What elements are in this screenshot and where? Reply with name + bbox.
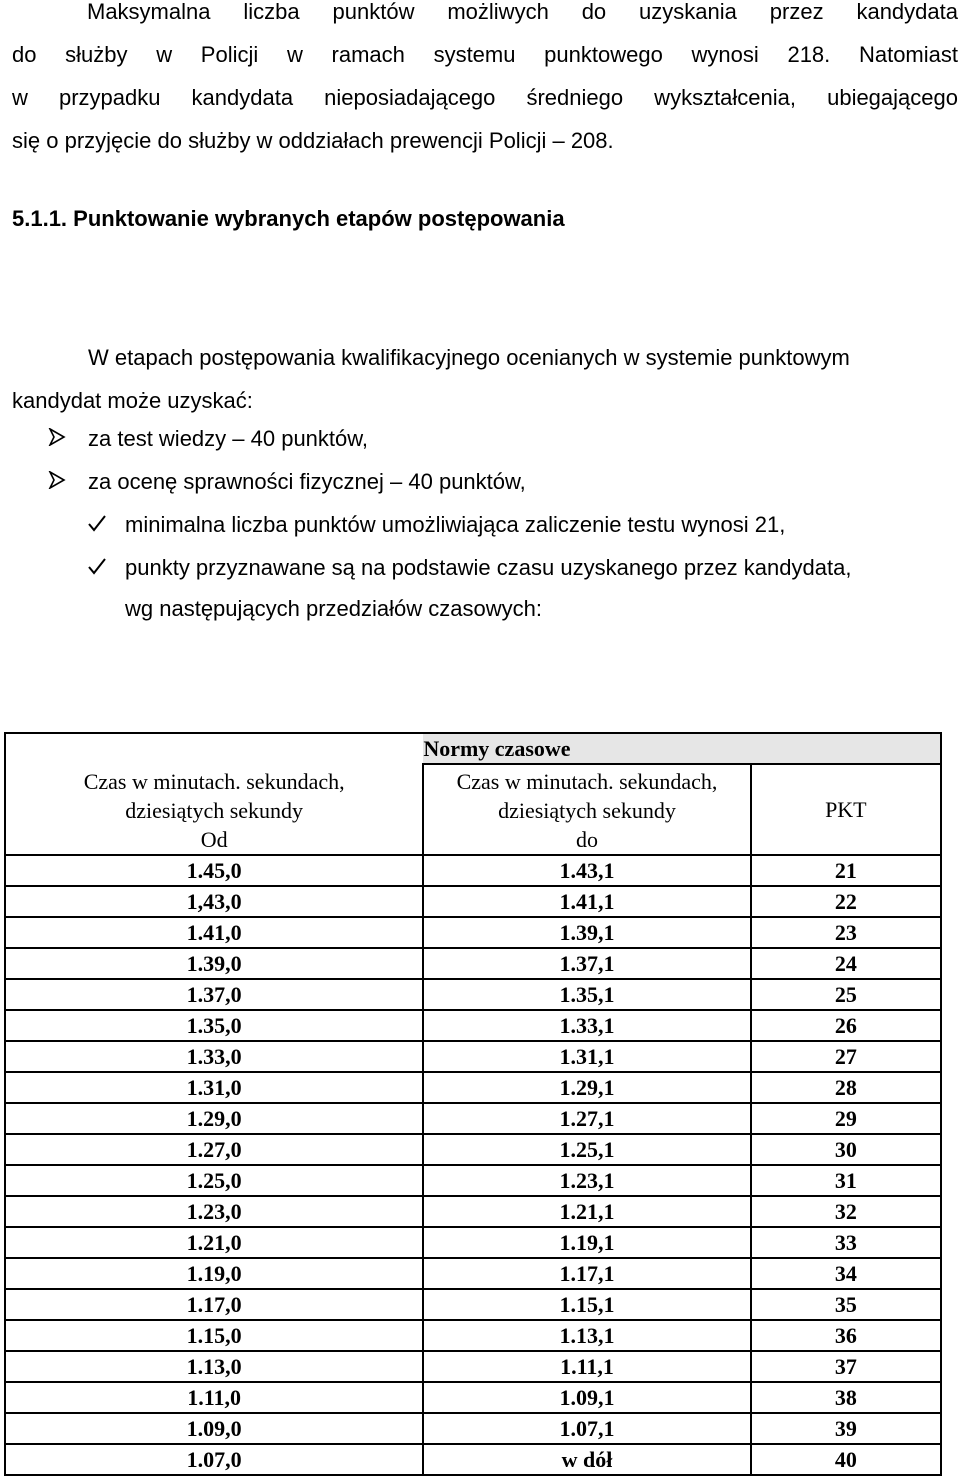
- table-row: [5, 1351, 941, 1382]
- from-cell: 1.35,0: [5, 1010, 423, 1041]
- to-cell: 1.09,1: [423, 1382, 750, 1413]
- table-row: [5, 979, 941, 1010]
- table-row: [5, 855, 941, 886]
- to-cell: 1.13,1: [423, 1320, 750, 1351]
- from-cell: 1.39,0: [5, 948, 423, 979]
- to-cell: 1.23,1: [423, 1165, 750, 1196]
- from-cell: 1.07,0: [5, 1444, 423, 1475]
- points-cell: 26: [751, 1010, 941, 1041]
- header-line: dziesiątych sekundy: [125, 797, 304, 823]
- from-cell: 1.45,0: [5, 855, 423, 886]
- to-cell: 1.15,1: [423, 1289, 750, 1320]
- points-cell: 27: [751, 1041, 941, 1072]
- points-cell: 21: [751, 855, 941, 886]
- from-cell: 1.27,0: [5, 1134, 423, 1165]
- points-cell: 34: [751, 1258, 941, 1289]
- points-cell: 25: [751, 979, 941, 1010]
- from-cell: 1.19,0: [5, 1258, 423, 1289]
- table-body: [5, 855, 941, 1475]
- table-row: [5, 1165, 941, 1196]
- from-cell: 1.21,0: [5, 1227, 423, 1258]
- to-cell: 1.37,1: [423, 948, 750, 979]
- points-cell: 35: [751, 1289, 941, 1320]
- intro-line: Maksymalna liczba punktów możliwych do uzyskania przez kandydata: [87, 0, 958, 24]
- to-cell: 1.11,1: [423, 1351, 750, 1382]
- table-header-row: [5, 764, 941, 855]
- points-cell: 24: [751, 948, 941, 979]
- table-row: [5, 1072, 941, 1103]
- to-cell: 1.25,1: [423, 1134, 750, 1165]
- body-paragraph: [12, 336, 958, 422]
- to-cell: 1.31,1: [423, 1041, 750, 1072]
- table-row: [5, 917, 941, 948]
- table-row: [5, 1227, 941, 1258]
- header-line: do: [576, 827, 598, 852]
- table-row: [5, 886, 941, 917]
- section-heading: 5.1.1. Punktowanie wybranych etapów postępowania: [12, 206, 565, 231]
- to-cell: 1.19,1: [423, 1227, 750, 1258]
- points-cell: 22: [751, 886, 941, 917]
- points-cell: 38: [751, 1382, 941, 1413]
- from-cell: 1.33,0: [5, 1041, 423, 1072]
- points-cell: 32: [751, 1196, 941, 1227]
- list-item-text: za ocenę sprawności fizycznej – 40 punktów,: [88, 469, 526, 494]
- list-item: [88, 512, 785, 538]
- points-cell: 33: [751, 1227, 941, 1258]
- checkmark-icon: [88, 555, 125, 581]
- intro-line: się o przyjęcie do służby w oddziałach prewencji Policji – 208.: [12, 128, 614, 153]
- intro-paragraph: [12, 0, 958, 162]
- points-cell: 37: [751, 1351, 941, 1382]
- table-row: [5, 1196, 941, 1227]
- points-cell: 36: [751, 1320, 941, 1351]
- to-cell: 1.07,1: [423, 1413, 750, 1444]
- from-cell: 1.09,0: [5, 1413, 423, 1444]
- points-cell: 30: [751, 1134, 941, 1165]
- list-item: [88, 555, 851, 581]
- list-item-text: minimalna liczba punktów umożliwiająca zaliczenie testu wynosi 21,: [125, 512, 786, 537]
- intro-line: do służby w Policji w ramach systemu punktowego wynosi 218. Natomiast: [12, 42, 958, 67]
- from-cell: 1.15,0: [5, 1320, 423, 1351]
- to-cell: 1.43,1: [423, 855, 750, 886]
- from-cell: 1,43,0: [5, 886, 423, 917]
- header-line: dziesiątych sekundy: [498, 798, 676, 823]
- table-row: [5, 1258, 941, 1289]
- to-cell: 1.27,1: [423, 1103, 750, 1134]
- points-cell: 31: [751, 1165, 941, 1196]
- table-row: [5, 1320, 941, 1351]
- list-item: [48, 426, 368, 452]
- points-cell: 28: [751, 1072, 941, 1103]
- from-cell: 1.23,0: [5, 1196, 423, 1227]
- to-cell: 1.21,1: [423, 1196, 750, 1227]
- header-line: Czas w minutach. sekundach,: [456, 769, 718, 794]
- table-row: [5, 1134, 941, 1165]
- from-cell: 1.41,0: [5, 917, 423, 948]
- points-cell: 29: [751, 1103, 941, 1134]
- header-line: Od: [200, 826, 228, 852]
- arrow-bullet-icon: [48, 426, 88, 452]
- from-cell: 1.25,0: [5, 1165, 423, 1196]
- from-cell: 1.13,0: [5, 1351, 423, 1382]
- points-cell: 39: [751, 1413, 941, 1444]
- table-header-from: [5, 764, 423, 855]
- table-header-to: [423, 764, 750, 855]
- table-row: [5, 948, 941, 979]
- body-line: W etapach postępowania kwalifikacyjnego ocenianych w systemie punktowym: [88, 345, 850, 370]
- points-cell: 23: [751, 917, 941, 948]
- checkmark-icon: [88, 512, 125, 538]
- table-row: [5, 1382, 941, 1413]
- to-cell: 1.41,1: [423, 886, 750, 917]
- arrow-bullet-icon: [48, 469, 88, 495]
- from-cell: 1.37,0: [5, 979, 423, 1010]
- to-cell: 1.17,1: [423, 1258, 750, 1289]
- table-group-header-row: [5, 733, 941, 764]
- from-cell: 1.11,0: [5, 1382, 423, 1413]
- list-item: [48, 469, 526, 495]
- body-line: kandydat może uzyskać:: [12, 388, 253, 413]
- list-item-text: za test wiedzy – 40 punktów,: [88, 426, 369, 451]
- from-cell: 1.31,0: [5, 1072, 423, 1103]
- list-item-continuation: wg następujących przedziałów czasowych:: [125, 596, 542, 621]
- list-item-text: punkty przyznawane są na podstawie czasu uzyskanego przez kandydata,: [125, 555, 852, 580]
- to-cell: 1.35,1: [423, 979, 750, 1010]
- table-header-blank: [5, 733, 423, 764]
- table-row: [5, 1289, 941, 1320]
- to-cell: 1.39,1: [423, 917, 750, 948]
- table-row: [5, 1413, 941, 1444]
- from-cell: 1.29,0: [5, 1103, 423, 1134]
- table-row: [5, 1103, 941, 1134]
- to-cell: w dół: [423, 1444, 750, 1475]
- table-row: [5, 1444, 941, 1475]
- table-header-pkt: PKT: [751, 764, 941, 855]
- time-norms-table: [4, 732, 942, 1476]
- to-cell: 1.33,1: [423, 1010, 750, 1041]
- to-cell: 1.29,1: [423, 1072, 750, 1103]
- table-row: [5, 1041, 941, 1072]
- table-row: [5, 1010, 941, 1041]
- points-cell: 40: [751, 1444, 941, 1475]
- intro-line: w przypadku kandydata nieposiadającego średniego wykształcenia, ubiegającego: [12, 85, 958, 110]
- from-cell: 1.17,0: [5, 1289, 423, 1320]
- table-group-header: Normy czasowe: [423, 733, 941, 764]
- header-line: Czas w minutach. sekundach,: [83, 768, 345, 794]
